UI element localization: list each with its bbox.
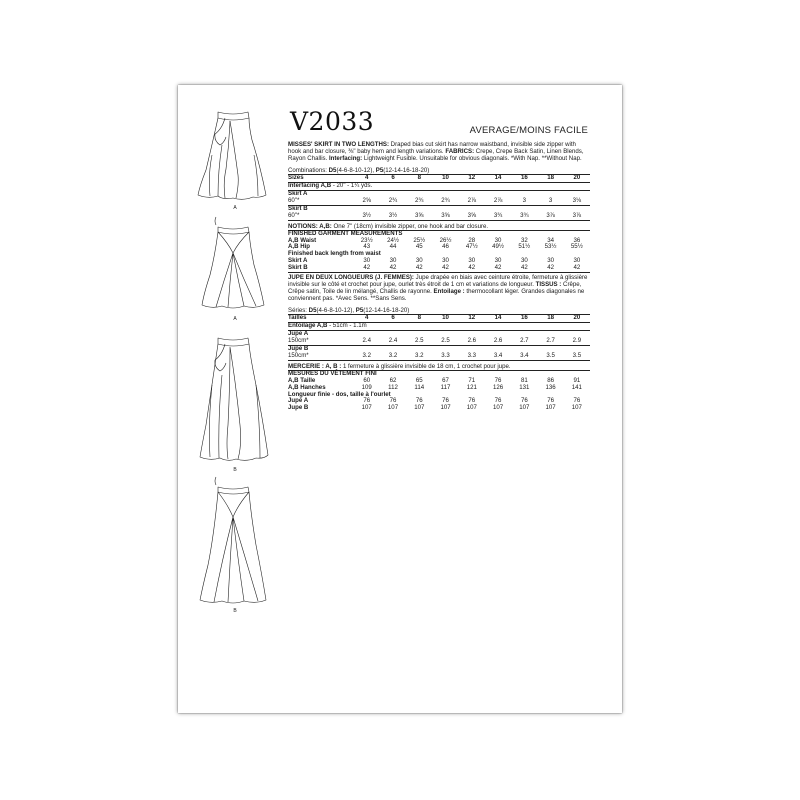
en-skirt-b-label: Skirt B xyxy=(288,204,308,212)
en-length-b-7: 42 xyxy=(537,265,563,272)
fr-jupe-a-7: 2.7 xyxy=(537,338,563,345)
fr-tailles-4: 12 xyxy=(459,315,485,323)
en-length-a-0: 30 xyxy=(363,257,371,265)
yardage-table-fr xyxy=(288,314,590,360)
en-length-b-3: 42 xyxy=(432,265,458,272)
fr-hanches-7: 136 xyxy=(545,383,556,391)
en-notions: One 7" (18cm) invisible zipper, one hook and bar closure. xyxy=(331,222,489,230)
fr-taille-4: 71 xyxy=(468,376,476,384)
en-combo-d5-sizes: (4-6-8-10-12), xyxy=(336,167,376,175)
en-length-b-5: 42 xyxy=(485,265,511,272)
en-hip-0: 43 xyxy=(363,243,371,251)
fr-jupe-a-3: 2.5 xyxy=(432,338,458,345)
fr-tailles-2: 8 xyxy=(406,315,432,323)
en-skirt-b-7: 3⅞ xyxy=(537,213,563,220)
en-hip-2: 45 xyxy=(415,243,423,251)
en-sizes-2: 8 xyxy=(406,175,432,183)
fr-mercerie: 1 fermeture à glissière invisible de 18 cm, 1 crochet pour jupe. xyxy=(341,362,511,370)
fr-jupe-b-2: 3.2 xyxy=(406,353,432,360)
en-sizes-1: 6 xyxy=(380,175,406,183)
notions-en xyxy=(288,223,590,230)
fr-jupe-a-5: 2.6 xyxy=(485,338,511,345)
fr-jupe-a-4: 2.6 xyxy=(459,338,485,345)
entoilage-row xyxy=(288,323,590,331)
fr-longueur-a-6: 76 xyxy=(520,397,528,405)
skirt-b-front-drawing xyxy=(200,338,268,460)
en-length-a-label: Skirt A xyxy=(288,257,308,265)
fr-tailles-8: 20 xyxy=(564,315,590,323)
en-hip-1: 44 xyxy=(389,243,397,251)
fr-entoilage-row: Entoilage A,B xyxy=(288,322,328,330)
length-b-row xyxy=(288,265,590,272)
jupe-a-row xyxy=(288,338,590,345)
en-waist-3: 26½ xyxy=(439,236,452,244)
en-skirt-b-width: 60"* xyxy=(288,213,354,220)
fr-longueur-b-8: 107 xyxy=(571,404,582,412)
fr-hanches-3: 117 xyxy=(440,383,451,391)
en-waist-6: 32 xyxy=(520,236,528,244)
fr-longueur-b-5: 107 xyxy=(492,404,504,412)
fr-mercerie-label: MERCERIE : A, B : xyxy=(288,362,342,370)
en-waist-label: A,B Waist xyxy=(288,236,317,244)
fr-jupe-b-width: 150cm* xyxy=(288,353,354,360)
fr-jupe-b-5: 3.4 xyxy=(485,353,511,360)
fr-longueur-a-1: 76 xyxy=(389,397,397,405)
en-hip-7: 53½ xyxy=(544,243,557,251)
fr-jupe-a-label: Jupe A xyxy=(288,330,309,338)
en-interfacing-row: Interfacing A,B xyxy=(288,182,332,190)
combinations-line xyxy=(288,167,590,174)
fr-taille-3: 67 xyxy=(442,376,449,384)
fr-hanches-5: 126 xyxy=(492,383,504,391)
en-interfacing-amount: - 20" - 1¼ yds. xyxy=(331,182,373,190)
skirt-a-back-drawing xyxy=(202,217,264,308)
fr-jupe-a-8: 2.9 xyxy=(564,338,590,345)
fr-tissus: Crêpe, Crêpe satin, Toile de lin mélangé, Challis de rayonne. xyxy=(288,281,582,296)
jupe-b-label-row xyxy=(288,345,590,352)
fr-longueur-b-0: 107 xyxy=(361,404,372,412)
en-skirt-a-7: 3 xyxy=(537,198,563,205)
fr-tailles-0: 4 xyxy=(354,315,380,323)
en-sizes-label: Sizes xyxy=(288,175,354,183)
en-sizes-0: 4 xyxy=(354,175,380,183)
en-notions-label: NOTIONS: A,B: xyxy=(288,222,332,230)
fr-tailles-3: 10 xyxy=(432,315,458,323)
longueur-a-row xyxy=(288,398,590,405)
interfacing-text: Lightweight Fusible. Unsuitable for obvious diagonals. *With Nap. **Without Nap. xyxy=(362,155,582,163)
fr-jupe-b-3: 3.3 xyxy=(432,353,458,360)
en-skirt-b-0: 3½ xyxy=(354,213,380,220)
fr-hanches-8: 141 xyxy=(571,383,582,391)
garment-line-drawings xyxy=(178,85,278,713)
fr-series-p5: P5 xyxy=(355,307,364,315)
en-combo-d5: D5 xyxy=(328,167,337,175)
fr-taille-0: 60 xyxy=(363,376,371,384)
fr-longueur-a-3: 76 xyxy=(442,397,449,405)
pattern-number: V2033 xyxy=(290,107,375,136)
en-waist-2: 25½ xyxy=(413,236,426,244)
fabrics-text: Crepe, Crepe Back Satin, Linen Blends, Rayon Challis. xyxy=(288,148,584,163)
en-length-b-0: 42 xyxy=(354,265,380,272)
fr-hanches-6: 131 xyxy=(519,383,530,391)
fr-taille-1: 62 xyxy=(389,376,397,384)
en-waist-0: 23½ xyxy=(360,236,373,244)
en-skirt-b-6: 3¾ xyxy=(511,213,537,220)
fr-longueur-b-7: 107 xyxy=(545,404,556,412)
skirt-b-back-drawing xyxy=(200,477,266,603)
series-line xyxy=(288,307,590,314)
en-skirt-b-2: 3⅝ xyxy=(406,213,432,220)
en-hip-5: 49½ xyxy=(492,243,504,251)
en-skirt-a-width: 60"* xyxy=(288,198,354,205)
en-length-b-8: 42 xyxy=(564,265,590,272)
fr-jupe-b-0: 3.2 xyxy=(354,353,380,360)
en-skirt-a-5: 2⅞ xyxy=(485,198,511,205)
skirt-a-front-drawing xyxy=(198,112,266,199)
en-waist-8: 36 xyxy=(573,236,581,244)
fr-hanches-2: 114 xyxy=(414,383,425,391)
en-waist-5: 30 xyxy=(494,236,502,244)
fr-series-d5: D5 xyxy=(308,307,317,315)
view-label-b-front: B xyxy=(233,467,237,473)
fr-hanches-1: 112 xyxy=(388,383,398,391)
description-text: Draped bias cut skirt has narrow waistband, invisible side zipper with hook and bar closure, ⅜" baby hem and length variations. xyxy=(288,141,576,156)
fr-longueur-a-7: 76 xyxy=(547,397,554,405)
fr-tissus-label: TISSUS : xyxy=(535,281,562,289)
en-skirt-b-8: 3⅞ xyxy=(564,213,590,220)
view-label-b-back: B xyxy=(233,608,237,614)
en-sizes-6: 16 xyxy=(511,175,537,183)
jupe-b-row xyxy=(288,353,590,360)
view-label-a-back: A xyxy=(233,316,237,322)
fr-hanches-0: 109 xyxy=(361,383,372,391)
fr-longueur-a-4: 76 xyxy=(468,397,476,405)
en-length-b-4: 42 xyxy=(459,265,485,272)
fr-hanches-label: A,B Hanches xyxy=(288,383,326,391)
en-hip-6: 51½ xyxy=(518,243,531,251)
en-skirt-a-4: 2⅞ xyxy=(459,198,485,205)
en-sizes-8: 20 xyxy=(564,175,590,183)
fr-jupe-b-1: 3.2 xyxy=(380,353,406,360)
fr-jupe-b-6: 3.4 xyxy=(511,353,537,360)
skirt-b-row xyxy=(288,213,590,220)
en-back-length-label: Finished back length from waist xyxy=(288,250,381,258)
en-skirt-b-1: 3½ xyxy=(380,213,406,220)
en-length-a-1: 30 xyxy=(389,257,397,265)
fr-longueur-a-8: 76 xyxy=(573,397,581,405)
yardage-table-en xyxy=(288,174,590,220)
fr-jupe-a-width: 150cm* xyxy=(288,338,354,345)
interfacing-row xyxy=(288,183,590,191)
fr-jupe-a-0: 2.4 xyxy=(354,338,380,345)
en-waist-1: 24½ xyxy=(387,236,399,244)
fr-longueur-b-2: 107 xyxy=(414,404,425,412)
description-heading: MISSES' SKIRT IN TWO LENGTHS: xyxy=(288,141,389,148)
en-length-a-5: 30 xyxy=(494,257,502,265)
mercerie-fr xyxy=(288,363,590,370)
en-sizes-5: 14 xyxy=(485,175,511,183)
en-skirt-a-0: 2⅝ xyxy=(354,198,380,205)
fr-description: Jupe drapée en biais avec ceinture étroite, fermeture à glissière invisible sur le côté et crochet pour jupe, ourlet très étroit de 1 cm et variations de longueur. xyxy=(288,274,588,289)
fr-longueur-b-1: 107 xyxy=(387,404,399,412)
fr-hanches-4: 121 xyxy=(466,383,477,391)
fr-jupe-a-1: 2.4 xyxy=(380,338,406,345)
description-en xyxy=(288,141,590,162)
fr-jupe-b-4: 3.3 xyxy=(459,353,485,360)
fr-longueur-b-3: 107 xyxy=(440,404,451,412)
pattern-envelope-back xyxy=(178,85,622,713)
fr-heading: JUPE EN DEUX LONGUEURS (J. FEMMES): xyxy=(288,274,414,282)
fr-tailles-5: 14 xyxy=(485,315,511,323)
fr-jupe-a-6: 2.7 xyxy=(511,338,537,345)
en-hip-4: 47½ xyxy=(465,243,478,251)
fr-tailles-label: Tailles xyxy=(288,315,354,323)
fr-longueur-a-0: 76 xyxy=(363,397,371,405)
fr-jupe-a-2: 2.5 xyxy=(406,338,432,345)
pattern-info xyxy=(288,141,590,412)
fr-longueur-label: Longueur finie - dos, taille à l'ourlet xyxy=(288,390,391,398)
fr-tailles-7: 18 xyxy=(537,315,563,323)
fr-jupe-b-7: 3.5 xyxy=(537,353,563,360)
en-length-a-2: 30 xyxy=(415,257,423,265)
en-length-a-6: 30 xyxy=(520,257,528,265)
jupe-a-label-row xyxy=(288,331,590,338)
en-hip-3: 46 xyxy=(442,243,449,251)
fr-longueur-a-label: Jupe A xyxy=(288,397,309,405)
en-waist-7: 34 xyxy=(547,236,554,244)
fr-longueur-a-2: 76 xyxy=(415,397,423,405)
en-length-a-3: 30 xyxy=(442,257,449,265)
en-hip-label: A,B Hip xyxy=(288,243,311,251)
finished-measurements-en xyxy=(288,231,590,273)
description-fr xyxy=(288,274,590,302)
en-skirt-a-8: 3⅛ xyxy=(564,198,590,205)
en-combinations-prefix: Combinations: xyxy=(288,167,329,175)
en-sizes-4: 12 xyxy=(459,175,485,183)
fr-entoilage-label: Entoilage : xyxy=(433,288,465,296)
en-length-b-label: Skirt B xyxy=(288,265,354,272)
en-skirt-a-3: 2¾ xyxy=(432,198,458,205)
finished-measurements-fr xyxy=(288,371,590,412)
length-a-row xyxy=(288,258,590,265)
en-waist-4: 28 xyxy=(468,236,476,244)
fr-series-d5-sizes: (4-6-8-10-12), xyxy=(316,307,356,315)
skirt-a-label-row xyxy=(288,191,590,198)
taille-row xyxy=(288,378,590,385)
fr-taille-7: 86 xyxy=(547,376,554,384)
en-skirt-a-6: 3 xyxy=(511,198,537,205)
en-sizes-3: 10 xyxy=(432,175,458,183)
fr-taille-6: 81 xyxy=(520,376,528,384)
fr-longueur-b-4: 107 xyxy=(466,404,477,412)
longueur-b-row xyxy=(288,405,590,412)
fr-longueur-b-6: 107 xyxy=(519,404,530,412)
view-label-a-front: A xyxy=(233,205,237,211)
en-skirt-b-5: 3¾ xyxy=(485,213,511,220)
en-skirt-a-1: 2¾ xyxy=(380,198,406,205)
fr-jupe-b-label: Jupe B xyxy=(288,344,309,352)
fr-entoilage-amount: - 51cm - 1.1m xyxy=(327,322,367,330)
skirt-b-label-row xyxy=(288,205,590,212)
en-skirt-a-label: Skirt A xyxy=(288,190,308,197)
fr-tailles-1: 6 xyxy=(380,315,406,323)
fr-series-p5-sizes: (12-14-16-18-20) xyxy=(363,307,410,315)
fr-jupe-b-8: 3.5 xyxy=(564,353,590,360)
en-length-a-8: 30 xyxy=(573,257,581,265)
en-skirt-a-2: 2¾ xyxy=(406,198,432,205)
interfacing-label: Interfacing: xyxy=(328,155,363,163)
en-skirt-b-4: 3⅝ xyxy=(459,213,485,220)
fr-taille-8: 91 xyxy=(573,376,581,384)
fr-taille-5: 76 xyxy=(494,376,502,384)
fr-entoilage: thermocollant léger. Grandes diagonales ne conviennent pas. *Avec Sens. **Sans Sens. xyxy=(288,288,585,303)
fr-longueur-b-label: Jupe B xyxy=(288,404,309,412)
en-length-a-7: 30 xyxy=(547,257,554,265)
fr-taille-label: A,B Taille xyxy=(288,376,316,384)
en-length-b-6: 42 xyxy=(511,265,537,272)
en-combo-p5: P5 xyxy=(375,167,384,175)
skirt-a-row xyxy=(288,198,590,205)
fr-series-prefix: Séries: xyxy=(288,307,309,315)
fr-tailles-6: 16 xyxy=(511,315,537,323)
en-sizes-7: 18 xyxy=(537,175,563,183)
en-length-b-2: 42 xyxy=(406,265,432,272)
fr-mesures-label: MESURES DU VÊTEMENT FINI xyxy=(288,369,377,377)
en-skirt-b-3: 3⅝ xyxy=(432,213,458,220)
fr-taille-2: 65 xyxy=(415,376,423,384)
fabrics-label: FABRICS: xyxy=(445,148,475,156)
en-combo-p5-sizes: (12-14-16-18-20) xyxy=(383,167,430,175)
en-hip-8: 55½ xyxy=(570,243,583,251)
en-finished-label: FINISHED GARMENT MEASUREMENTS xyxy=(288,229,403,237)
en-length-b-1: 42 xyxy=(380,265,406,272)
en-length-a-4: 30 xyxy=(468,257,476,265)
difficulty-rating: AVERAGE/MOINS FACILE xyxy=(469,125,588,136)
fr-longueur-a-5: 76 xyxy=(494,397,502,405)
